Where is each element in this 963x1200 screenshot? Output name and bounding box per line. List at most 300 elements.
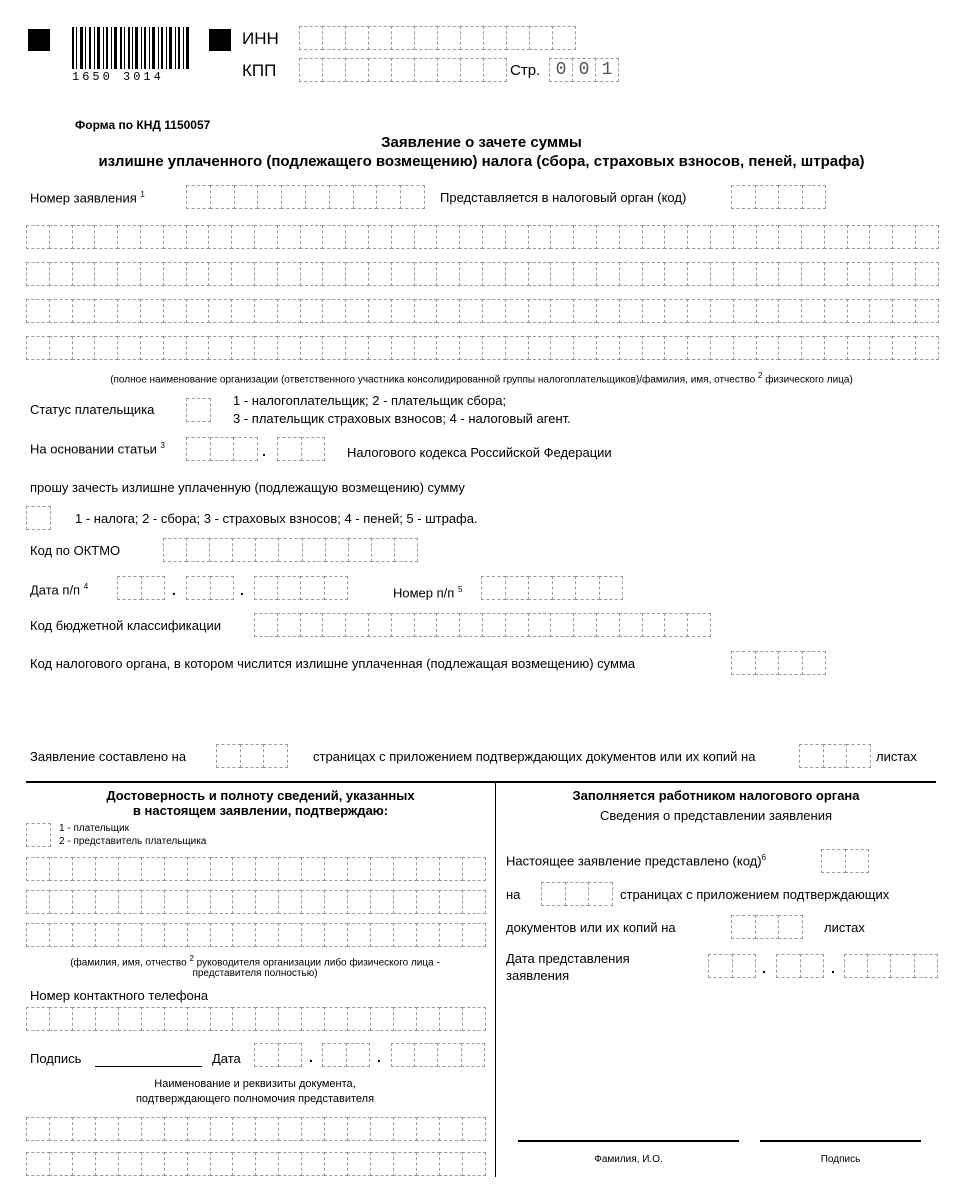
input-cell[interactable] — [300, 225, 324, 249]
input-cell[interactable] — [345, 299, 369, 323]
input-cell[interactable] — [301, 890, 325, 914]
input-cell[interactable] — [277, 225, 301, 249]
input-cell[interactable] — [370, 857, 394, 881]
input-cell[interactable] — [26, 336, 50, 360]
input-cell[interactable] — [642, 336, 666, 360]
input-cell[interactable] — [232, 1117, 256, 1141]
input-cell[interactable] — [49, 336, 73, 360]
input-cell[interactable] — [347, 890, 371, 914]
input-cell[interactable] — [506, 26, 530, 50]
input-cell[interactable] — [187, 1117, 211, 1141]
input-cell[interactable] — [49, 299, 73, 323]
submission-date-year[interactable] — [844, 954, 937, 978]
input-cell[interactable] — [254, 1043, 279, 1067]
input-cell[interactable] — [642, 225, 666, 249]
input-cell[interactable] — [209, 538, 233, 562]
input-cell[interactable] — [322, 58, 346, 82]
input-cell[interactable] — [462, 857, 486, 881]
input-cell[interactable] — [596, 336, 620, 360]
input-cell[interactable] — [541, 882, 566, 906]
input-cell[interactable] — [210, 185, 235, 209]
input-cell[interactable] — [26, 1007, 50, 1031]
input-cell[interactable] — [778, 299, 802, 323]
input-cell[interactable] — [49, 1117, 73, 1141]
input-cell[interactable] — [733, 225, 757, 249]
input-cell[interactable] — [755, 915, 780, 939]
input-cell[interactable] — [731, 185, 756, 209]
input-cell[interactable] — [710, 299, 734, 323]
input-cell[interactable] — [322, 613, 346, 637]
input-cell[interactable] — [528, 613, 552, 637]
input-cell[interactable] — [462, 1117, 486, 1141]
input-cell[interactable] — [163, 336, 187, 360]
input-cell[interactable] — [26, 262, 50, 286]
input-cell[interactable] — [393, 857, 417, 881]
input-cell[interactable] — [300, 576, 324, 600]
input-cell[interactable] — [619, 262, 643, 286]
input-cell[interactable] — [664, 299, 688, 323]
input-cell[interactable] — [847, 299, 871, 323]
input-cell[interactable] — [890, 954, 914, 978]
signer-fio-row[interactable] — [26, 890, 485, 914]
input-cell[interactable] — [325, 538, 349, 562]
input-cell[interactable] — [436, 613, 460, 637]
input-cell[interactable] — [49, 1152, 73, 1176]
organization-name-row[interactable] — [26, 299, 938, 323]
input-cell[interactable] — [94, 299, 118, 323]
input-cell[interactable] — [687, 262, 711, 286]
input-cell[interactable] — [257, 185, 282, 209]
input-cell[interactable] — [95, 1007, 119, 1031]
input-cell[interactable] — [186, 262, 210, 286]
input-cell[interactable] — [391, 336, 415, 360]
phone-cells[interactable] — [26, 1007, 485, 1031]
input-cell[interactable] — [117, 262, 141, 286]
input-cell[interactable] — [664, 225, 688, 249]
input-cell[interactable] — [254, 576, 278, 600]
input-cell[interactable] — [301, 1007, 325, 1031]
input-cell[interactable] — [529, 26, 553, 50]
input-cell[interactable] — [368, 262, 392, 286]
input-cell[interactable] — [642, 613, 666, 637]
input-cell[interactable] — [550, 299, 574, 323]
input-cell[interactable] — [482, 613, 506, 637]
input-cell[interactable] — [664, 262, 688, 286]
date-pp-day[interactable] — [117, 576, 164, 600]
submitted-code-cells[interactable] — [821, 849, 868, 873]
input-cell[interactable] — [26, 890, 50, 914]
input-cell[interactable] — [231, 262, 255, 286]
input-cell[interactable] — [254, 613, 278, 637]
input-cell[interactable] — [208, 299, 232, 323]
input-cell[interactable] — [416, 857, 440, 881]
input-cell[interactable] — [892, 299, 916, 323]
input-cell[interactable] — [255, 1152, 279, 1176]
input-cell[interactable] — [231, 299, 255, 323]
input-cell[interactable] — [596, 262, 620, 286]
input-cell[interactable] — [437, 58, 461, 82]
input-cell[interactable] — [414, 613, 438, 637]
input-cell[interactable] — [277, 437, 302, 461]
input-cell[interactable] — [26, 299, 50, 323]
input-cell[interactable] — [118, 923, 142, 947]
input-cell[interactable] — [277, 576, 301, 600]
input-cell[interactable] — [278, 1117, 302, 1141]
input-cell[interactable] — [233, 437, 258, 461]
input-cell[interactable] — [482, 262, 506, 286]
input-cell[interactable] — [278, 538, 302, 562]
tax-authority-overpaid-cells[interactable] — [731, 651, 825, 675]
input-cell[interactable] — [164, 890, 188, 914]
input-cell[interactable] — [573, 613, 597, 637]
input-cell[interactable] — [778, 225, 802, 249]
input-cell[interactable] — [255, 923, 279, 947]
input-cell[interactable] — [324, 1007, 348, 1031]
input-cell[interactable] — [345, 336, 369, 360]
article-cells-main[interactable] — [186, 437, 257, 461]
input-cell[interactable] — [118, 1007, 142, 1031]
input-cell[interactable] — [255, 538, 279, 562]
input-cell[interactable] — [208, 225, 232, 249]
signer-type-cell[interactable] — [26, 823, 50, 847]
input-cell[interactable] — [278, 1043, 303, 1067]
input-cell[interactable] — [439, 1152, 463, 1176]
input-cell[interactable] — [778, 262, 802, 286]
input-cell[interactable] — [664, 613, 688, 637]
input-cell[interactable] — [642, 299, 666, 323]
input-cell[interactable] — [552, 576, 577, 600]
input-cell[interactable] — [370, 923, 394, 947]
input-cell[interactable] — [255, 890, 279, 914]
input-cell[interactable] — [436, 262, 460, 286]
input-cell[interactable] — [573, 336, 597, 360]
input-cell[interactable] — [801, 225, 825, 249]
input-cell[interactable] — [141, 923, 165, 947]
input-cell[interactable] — [94, 225, 118, 249]
input-cell[interactable] — [324, 857, 348, 881]
input-cell[interactable] — [824, 299, 848, 323]
input-cell[interactable] — [345, 26, 369, 50]
input-cell[interactable] — [163, 299, 187, 323]
input-cell[interactable] — [733, 336, 757, 360]
input-cell[interactable] — [755, 185, 780, 209]
input-cell[interactable] — [416, 1152, 440, 1176]
input-cell[interactable] — [368, 26, 392, 50]
input-cell[interactable] — [95, 857, 119, 881]
input-cell[interactable] — [347, 1007, 371, 1031]
input-cell[interactable] — [117, 576, 142, 600]
input-cell[interactable] — [232, 857, 256, 881]
input-cell[interactable] — [49, 262, 73, 286]
input-cell[interactable] — [140, 336, 164, 360]
input-cell[interactable] — [72, 857, 96, 881]
input-cell[interactable] — [459, 262, 483, 286]
input-cell[interactable] — [505, 613, 529, 637]
input-cell[interactable] — [437, 1043, 461, 1067]
input-cell[interactable] — [400, 185, 425, 209]
input-cell[interactable] — [370, 1007, 394, 1031]
input-cell[interactable] — [462, 1007, 486, 1031]
input-cell[interactable] — [505, 262, 529, 286]
input-cell[interactable] — [232, 1152, 256, 1176]
input-cell[interactable] — [550, 336, 574, 360]
officer-signature-line[interactable] — [760, 1140, 921, 1142]
input-cell[interactable] — [619, 336, 643, 360]
input-cell[interactable] — [255, 1117, 279, 1141]
input-cell[interactable] — [505, 336, 529, 360]
input-cell[interactable] — [210, 1117, 234, 1141]
input-cell[interactable] — [370, 890, 394, 914]
input-cell[interactable] — [596, 225, 620, 249]
input-cell[interactable] — [844, 954, 868, 978]
input-cell[interactable] — [482, 299, 506, 323]
input-cell[interactable] — [208, 262, 232, 286]
input-cell[interactable] — [914, 954, 938, 978]
input-cell[interactable] — [232, 1007, 256, 1031]
authority-doc-row[interactable] — [26, 1152, 485, 1176]
input-cell[interactable] — [72, 923, 96, 947]
input-cell[interactable] — [550, 613, 574, 637]
input-cell[interactable] — [687, 613, 711, 637]
input-cell[interactable] — [254, 225, 278, 249]
input-cell[interactable] — [869, 336, 893, 360]
input-cell[interactable] — [368, 336, 392, 360]
input-cell[interactable] — [347, 923, 371, 947]
signer-date-year[interactable] — [391, 1043, 484, 1067]
input-cell[interactable] — [482, 336, 506, 360]
input-cell[interactable] — [118, 857, 142, 881]
input-cell[interactable] — [482, 225, 506, 249]
input-cell[interactable] — [733, 262, 757, 286]
input-cell[interactable] — [324, 576, 348, 600]
officer-fio-line[interactable] — [518, 1140, 739, 1142]
input-cell[interactable] — [439, 923, 463, 947]
input-cell[interactable] — [687, 225, 711, 249]
input-cell[interactable] — [163, 225, 187, 249]
input-cell[interactable] — [254, 262, 278, 286]
input-cell[interactable] — [368, 613, 392, 637]
input-cell[interactable] — [368, 299, 392, 323]
input-cell[interactable] — [118, 1152, 142, 1176]
input-cell[interactable] — [802, 651, 827, 675]
input-cell[interactable] — [528, 225, 552, 249]
input-cell[interactable] — [596, 613, 620, 637]
input-cell[interactable] — [141, 890, 165, 914]
input-cell[interactable] — [278, 890, 302, 914]
input-cell[interactable] — [642, 262, 666, 286]
input-cell[interactable] — [322, 262, 346, 286]
input-cell[interactable] — [573, 262, 597, 286]
input-cell[interactable] — [687, 336, 711, 360]
input-cell[interactable] — [322, 225, 346, 249]
input-cell[interactable] — [329, 185, 354, 209]
input-cell[interactable] — [210, 1007, 234, 1031]
input-cell[interactable] — [376, 185, 401, 209]
sheets-cells[interactable] — [799, 744, 870, 768]
signature-line[interactable] — [95, 1066, 202, 1067]
input-cell[interactable] — [234, 185, 259, 209]
application-number-cells[interactable] — [186, 185, 424, 209]
input-cell[interactable] — [776, 954, 801, 978]
input-cell[interactable] — [710, 336, 734, 360]
input-cell[interactable] — [588, 882, 613, 906]
input-cell[interactable] — [141, 857, 165, 881]
input-cell[interactable] — [416, 923, 440, 947]
input-cell[interactable] — [823, 744, 848, 768]
input-cell[interactable] — [210, 923, 234, 947]
input-cell[interactable] — [210, 437, 235, 461]
input-cell[interactable] — [26, 506, 51, 530]
input-cell[interactable] — [322, 1043, 347, 1067]
input-cell[interactable] — [210, 576, 235, 600]
input-cell[interactable] — [255, 857, 279, 881]
input-cell[interactable] — [778, 336, 802, 360]
input-cell[interactable] — [528, 576, 553, 600]
input-cell[interactable] — [505, 576, 530, 600]
input-cell[interactable] — [141, 576, 166, 600]
input-cell[interactable] — [278, 1007, 302, 1031]
input-cell[interactable] — [186, 538, 210, 562]
date-pp-year[interactable] — [254, 576, 347, 600]
oktmo-cells[interactable] — [163, 538, 417, 562]
input-cell[interactable] — [393, 1117, 417, 1141]
input-cell[interactable] — [846, 744, 871, 768]
compiled-pages-cells[interactable] — [216, 744, 287, 768]
input-cell[interactable] — [278, 923, 302, 947]
input-cell[interactable] — [391, 225, 415, 249]
article-cells-sub[interactable] — [277, 437, 324, 461]
input-cell[interactable] — [915, 262, 939, 286]
input-cell[interactable] — [915, 336, 939, 360]
input-cell[interactable] — [414, 262, 438, 286]
input-cell[interactable] — [391, 613, 415, 637]
input-cell[interactable] — [26, 225, 50, 249]
input-cell[interactable] — [824, 262, 848, 286]
signer-fio-row[interactable] — [26, 857, 485, 881]
authority-doc-row[interactable] — [26, 1117, 485, 1141]
input-cell[interactable] — [801, 299, 825, 323]
input-cell[interactable] — [164, 1152, 188, 1176]
input-cell[interactable] — [164, 1007, 188, 1031]
input-cell[interactable] — [26, 857, 50, 881]
input-cell[interactable] — [345, 613, 369, 637]
input-cell[interactable] — [347, 1152, 371, 1176]
input-cell[interactable] — [278, 857, 302, 881]
input-cell[interactable] — [391, 26, 415, 50]
input-cell[interactable] — [346, 1043, 371, 1067]
input-cell[interactable] — [436, 225, 460, 249]
input-cell[interactable] — [186, 185, 211, 209]
input-cell[interactable] — [821, 849, 846, 873]
input-cell[interactable] — [687, 299, 711, 323]
input-cell[interactable] — [869, 262, 893, 286]
input-cell[interactable] — [391, 262, 415, 286]
input-cell[interactable] — [505, 225, 529, 249]
input-cell[interactable] — [94, 262, 118, 286]
input-cell[interactable] — [462, 923, 486, 947]
input-cell[interactable] — [801, 336, 825, 360]
input-cell[interactable] — [72, 890, 96, 914]
input-cell[interactable] — [436, 299, 460, 323]
input-cell[interactable] — [186, 299, 210, 323]
input-cell[interactable] — [347, 1117, 371, 1141]
input-cell[interactable] — [210, 1152, 234, 1176]
input-cell[interactable] — [345, 225, 369, 249]
input-cell[interactable] — [117, 225, 141, 249]
input-cell[interactable] — [163, 538, 187, 562]
signer-date-month[interactable] — [322, 1043, 369, 1067]
input-cell[interactable] — [117, 336, 141, 360]
input-cell[interactable] — [254, 336, 278, 360]
input-cell[interactable] — [240, 744, 265, 768]
input-cell[interactable] — [800, 954, 825, 978]
input-cell[interactable] — [483, 58, 507, 82]
input-cell[interactable] — [324, 923, 348, 947]
input-cell[interactable] — [394, 538, 418, 562]
input-cell[interactable] — [164, 1117, 188, 1141]
input-cell[interactable] — [710, 262, 734, 286]
input-cell[interactable] — [756, 299, 780, 323]
input-cell[interactable] — [140, 262, 164, 286]
input-cell[interactable] — [255, 1007, 279, 1031]
input-cell[interactable] — [186, 225, 210, 249]
input-cell[interactable] — [49, 923, 73, 947]
input-cell[interactable] — [118, 1117, 142, 1141]
input-cell[interactable] — [186, 576, 211, 600]
input-cell[interactable] — [731, 915, 756, 939]
input-cell[interactable] — [72, 262, 96, 286]
input-cell[interactable] — [733, 299, 757, 323]
input-cell[interactable] — [462, 1152, 486, 1176]
input-cell[interactable] — [302, 538, 326, 562]
input-cell[interactable] — [345, 262, 369, 286]
input-cell[interactable] — [439, 857, 463, 881]
input-cell[interactable] — [187, 1007, 211, 1031]
input-cell[interactable] — [216, 744, 241, 768]
input-cell[interactable] — [619, 613, 643, 637]
input-cell[interactable] — [483, 26, 507, 50]
input-cell[interactable] — [461, 1043, 485, 1067]
input-cell[interactable] — [232, 890, 256, 914]
input-cell[interactable] — [575, 576, 600, 600]
input-cell[interactable] — [118, 890, 142, 914]
input-cell[interactable] — [778, 915, 803, 939]
input-cell[interactable] — [72, 1117, 96, 1141]
input-cell[interactable] — [278, 1152, 302, 1176]
page-cells[interactable] — [549, 58, 618, 82]
input-cell[interactable] — [778, 651, 803, 675]
input-cell[interactable] — [370, 1117, 394, 1141]
input-cell[interactable] — [95, 923, 119, 947]
input-cell[interactable] — [847, 262, 871, 286]
input-cell[interactable] — [232, 923, 256, 947]
input-cell[interactable] — [324, 1152, 348, 1176]
input-cell[interactable] — [778, 185, 803, 209]
input-cell[interactable] — [528, 262, 552, 286]
input-cell[interactable] — [756, 225, 780, 249]
signer-fio-row[interactable] — [26, 923, 485, 947]
input-cell[interactable] — [550, 262, 574, 286]
input-cell[interactable] — [391, 58, 415, 82]
input-cell[interactable] — [232, 538, 256, 562]
input-cell[interactable] — [187, 890, 211, 914]
input-cell[interactable] — [393, 923, 417, 947]
inn-cells[interactable] — [299, 26, 575, 50]
input-cell[interactable] — [254, 299, 278, 323]
input-cell[interactable] — [353, 185, 378, 209]
input-cell[interactable] — [368, 58, 392, 82]
input-cell[interactable] — [49, 890, 73, 914]
